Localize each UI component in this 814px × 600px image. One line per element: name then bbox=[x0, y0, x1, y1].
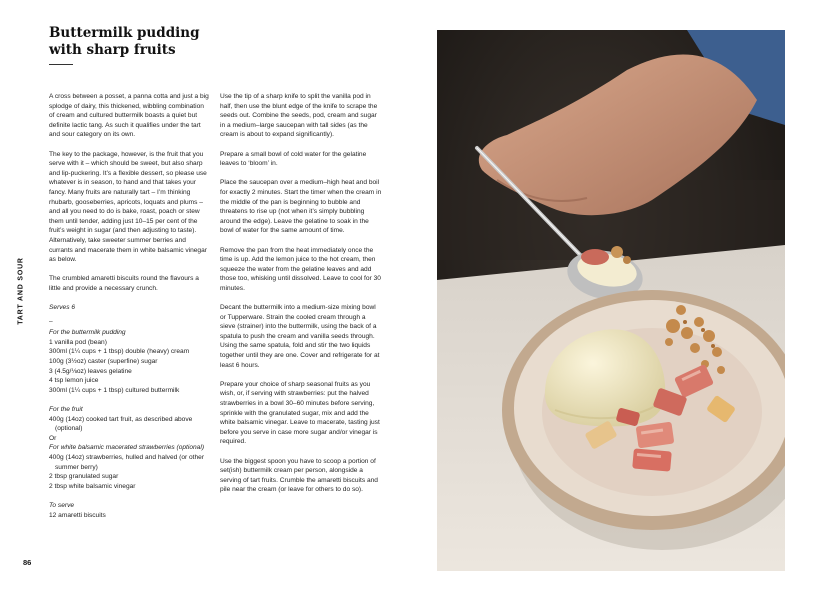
ingredient-group bbox=[49, 501, 211, 520]
ingredient-item: 3 (4.5g/⅛oz) leaves gelatine bbox=[49, 367, 132, 375]
intro-and-ingredients-column bbox=[49, 92, 211, 530]
ingredient-group-heading: For the fruit bbox=[49, 406, 83, 413]
ingredient-item: 400g (14oz) cooked tart fruit, as described above (optional) bbox=[49, 415, 193, 433]
section-label: TART AND SOUR bbox=[17, 257, 25, 325]
dessert-illustration bbox=[437, 30, 785, 571]
ingredient-item: 4 tsp lemon juice bbox=[49, 377, 99, 385]
ingredient-item: 1 vanilla pod (bean) bbox=[49, 338, 107, 346]
page-number: 86 bbox=[23, 558, 32, 567]
ingredient-group-heading: To serve bbox=[49, 501, 75, 509]
recipe-title: Buttermilk pudding with sharp fruits bbox=[49, 25, 200, 58]
method-step: Prepare a small bowl of cold water for the gelatine leaves to ‘bloom’ in. bbox=[220, 150, 367, 168]
ingredient-item: 12 amaretti biscuits bbox=[49, 511, 106, 519]
ingredient-item: 400g (14oz) strawberries, hulled and halved (or other summer berry) bbox=[49, 453, 205, 471]
ingredient-subheading: For white balsamic macerated strawberries (optional) bbox=[49, 444, 205, 452]
ingredient-item: Or bbox=[49, 434, 57, 442]
intro-paragraph: The crumbled amaretti biscuits round the flavours a little and provide a necessary crunch. bbox=[49, 275, 199, 292]
separator-dash: – bbox=[49, 317, 53, 325]
dessert-photo bbox=[437, 30, 785, 571]
title-divider bbox=[49, 64, 73, 65]
method-column bbox=[220, 92, 382, 505]
method-step: Use the tip of a sharp knife to split the vanilla pod in half, then use the blunt edge of the knife to scrape the seeds out. Combine the seeds, pod, cream and sugar in a medium–large saucepan with tall sides (as the cream is about to expand significantly). bbox=[220, 93, 378, 139]
method-step: Decant the buttermilk into a medium-size mixing bowl or Tupperware. Strain the cooled cream through a sieve (strainer) into the buttermilk, using the back of a spatula to push the cream and vanilla seeds through. Using the same spatula, fold and stir the two liquids together until they are one. Cover and refrigerate for at least 6 hours. bbox=[220, 304, 380, 369]
ingredient-item: 100g (3½oz) caster (superfine) sugar bbox=[49, 358, 158, 366]
method-step: Remove the pan from the heat immediately once the time is up. Add the lemon juice to the hot cream, then squeeze the water from the gelatine leaves and add those too, whisking until dissolved. Leave to cool for 30 minutes. bbox=[220, 246, 381, 292]
ingredient-group bbox=[49, 405, 211, 491]
ingredient-item: 300ml (1¼ cups + 1 tbsp) double (heavy) cream bbox=[49, 348, 190, 356]
method-step: Place the saucepan over a medium–high heat and boil for exactly 2 minutes. Start the timer when the cream in the middle of the pan is beginning to bubble and threatens to rise up (not when it’s simply bubbling around the edge). Leave the gelatine to soak in the bowl of water for the same amount of time. bbox=[220, 179, 382, 235]
method-step: Use the biggest spoon you have to scoop a portion of set(ish) buttermilk cream per person, alongside a serving of tart fruits. Crumble the amaretti biscuits and pile near the cream (or leave for others to do so). bbox=[220, 457, 378, 494]
intro-paragraph: A cross between a posset, a panna cotta and just a big splodge of dairy, this thickened, wibbling combination of cream and cultured buttermilk boasts a quiet but definite lactic tang. As such it qualifies under the tart and sour category on its own. bbox=[49, 93, 209, 139]
ingredient-item: 2 tbsp granulated sugar bbox=[49, 473, 119, 481]
ingredient-group bbox=[49, 328, 211, 395]
ingredient-item: 2 tbsp white balsamic vinegar bbox=[49, 482, 136, 490]
ingredient-group-heading: For the buttermilk pudding bbox=[49, 329, 126, 337]
method-step: Prepare your choice of sharp seasonal fruits as you wish, or, if serving with strawberries: put the halved strawberries in a bowl 30–60 minutes before serving, sprinkle with the granulated sugar, mix and add the white balsamic vinegar. Leave to macerate, tasting just before you serve in case more sugar and/or vinegar is required. bbox=[220, 380, 380, 446]
serves-note: Serves 6 bbox=[49, 304, 76, 312]
intro-paragraph: The key to the package, however, is the fruit that you serve with it – which should be sweet, but also sharp and lip-puckering. It’s a flexible dessert, so please use whatever is in season, to hand and that takes your fancy. Many fruits are naturally tart – I’m thinking rhubarb, gooseberries, apricots, loquats and plums – and all you need to do is bake, roast, poach or stew them until tender, adding just 10–15 per cent of the fruit’s weight in sugar (and then adjusting to taste). Alternatively, take sweeter summer berries and currants and macerate them in white balsamic vinegar as below. bbox=[49, 150, 207, 264]
ingredient-item: 300ml (1¼ cups + 1 tbsp) cultured buttermilk bbox=[49, 386, 180, 394]
